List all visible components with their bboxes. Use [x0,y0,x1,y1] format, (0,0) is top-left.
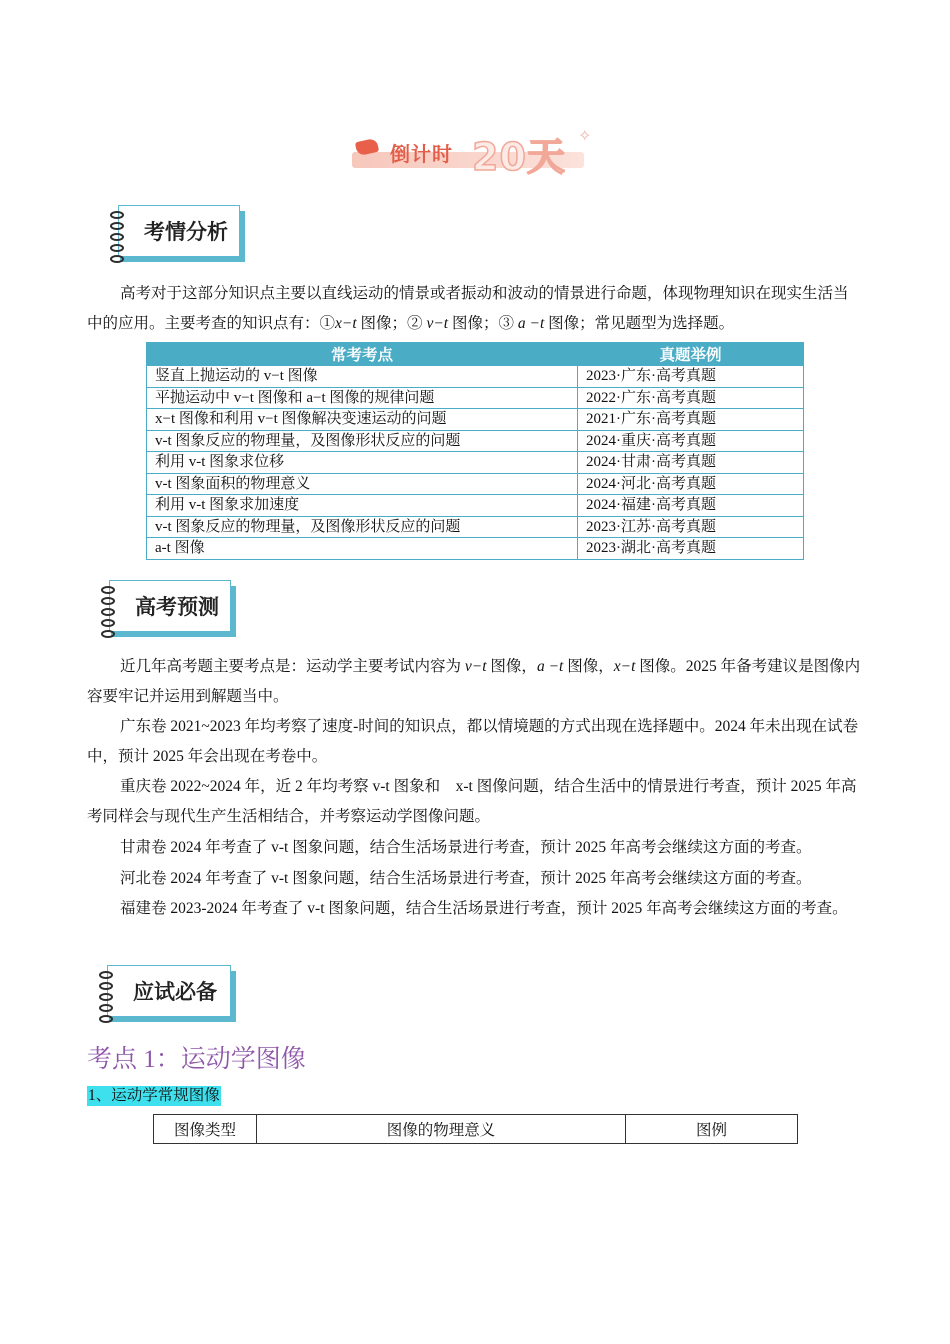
banner-prefix: 倒计时 [390,142,453,166]
table-header-row [154,1115,798,1144]
table-row [147,387,804,409]
table-row [147,430,804,452]
spiral-binding-icon [110,211,124,251]
forecast-paragraph-4: 甘肃卷 2024 年考查了 v-t 图象问题，结合生活场景进行考查，预计 2025 年高考会继续这方面的考查。 [120,839,812,856]
spiral-binding-icon [99,971,113,1011]
column-header: 真题举例 [578,343,804,366]
section-title: 考情分析 [144,220,228,244]
spiral-binding-icon [101,586,115,626]
example-cell: 2024·河北·高考真题 [578,473,804,495]
sparkle-icon: ✧ [578,126,592,145]
example-cell: 2022·广东·高考真题 [578,387,804,409]
topic-cell: v-t 图象面积的物理意义 [147,473,578,495]
topic-cell: 利用 v-t 图象求位移 [147,452,578,474]
topic-cell: v-t 图象反应的物理量，及图像形状反应的问题 [147,516,578,538]
topic-cell: v-t 图象反应的物理量，及图像形状反应的问题 [147,430,578,452]
topic-cell: 平抛运动中 v−t 图像和 a−t 图像的规律问题 [147,387,578,409]
section-header-forecast [101,580,231,632]
forecast-paragraph-5: 河北卷 2024 年考查了 v-t 图象问题，结合生活场景进行考查，预计 2025 年高考会继续这方面的考查。 [120,870,812,887]
table-row [147,366,804,388]
section-header-prepare [99,965,231,1017]
example-cell: 2023·江苏·高考真题 [578,516,804,538]
table-row [147,473,804,495]
forecast-paragraph-2: 广东卷 2021~2023 年均考察了速度-时间的知识点，都以情境题的方式出现在选择题中。2024 年未出现在试卷中，预计 2025 年会出现在考卷中。 [87,718,859,765]
topic-cell: a-t 图像 [147,538,578,560]
example-cell: 2024·福建·高考真题 [578,495,804,517]
countdown-banner [352,126,598,179]
example-cell: 2023·湖北·高考真题 [578,538,804,560]
section-title: 应试必备 [133,980,217,1004]
column-header: 常考考点 [147,343,578,366]
example-cell: 2024·甘肃·高考真题 [578,452,804,474]
table-row [147,538,804,560]
table-row [147,409,804,431]
forecast-paragraph-6: 福建卷 2023-2024 年考查了 v-t 图象问题，结合生活场景进行考查，预计 2025 年高考会继续这方面的考查。 [120,900,848,917]
example-cell: 2021·广东·高考真题 [578,409,804,431]
exam-topics-table [146,342,804,560]
kaodian-subheading: 1、运动学常规图像 [88,1087,220,1104]
graph-types-table [153,1114,798,1144]
example-cell: 2024·重庆·高考真题 [578,430,804,452]
column-header: 图像类型 [154,1115,257,1144]
table-row [147,495,804,517]
column-header: 图像的物理意义 [257,1115,626,1144]
table-header-row [147,343,804,366]
topic-cell: x−t 图像和利用 v−t 图像解决变速运动的问题 [147,409,578,431]
column-header: 图例 [626,1115,798,1144]
topic-cell: 利用 v-t 图象求加速度 [147,495,578,517]
intro-paragraph: 高考对于这部分知识点主要以直线运动的情景或者振动和波动的情景进行命题，体现物理知识在现实生活当中的应用。主要考查的知识点有：①x−t 图像；② v−t 图像；③ a −t 图像；常见题型为选择题。 [87,285,849,332]
section-title: 高考预测 [135,595,219,619]
topic-cell: 竖直上抛运动的 v−t 图像 [147,366,578,388]
example-cell: 2023·广东·高考真题 [578,366,804,388]
forecast-paragraph-3: 重庆卷 2022~2024 年，近 2 年均考察 v-t 图象和 x-t 图像问题，结合生活中的情景进行考查，预计 2025 年高考同样会与现代生产生活相结合，并考察运动学图像问题。 [87,778,857,825]
table-row [147,452,804,474]
banner-days: 20天 [472,135,566,179]
table-row [147,516,804,538]
kaodian-heading: 考点 1：运动学图像 [87,1046,306,1073]
section-header-analysis [110,205,240,257]
forecast-paragraph-1: 近几年高考题主要考点是：运动学主要考试内容为 v−t 图像，a −t 图像，x−t 图像。2025 年备考建议是图像内容要牢记并运用到解题当中。 [87,658,861,705]
